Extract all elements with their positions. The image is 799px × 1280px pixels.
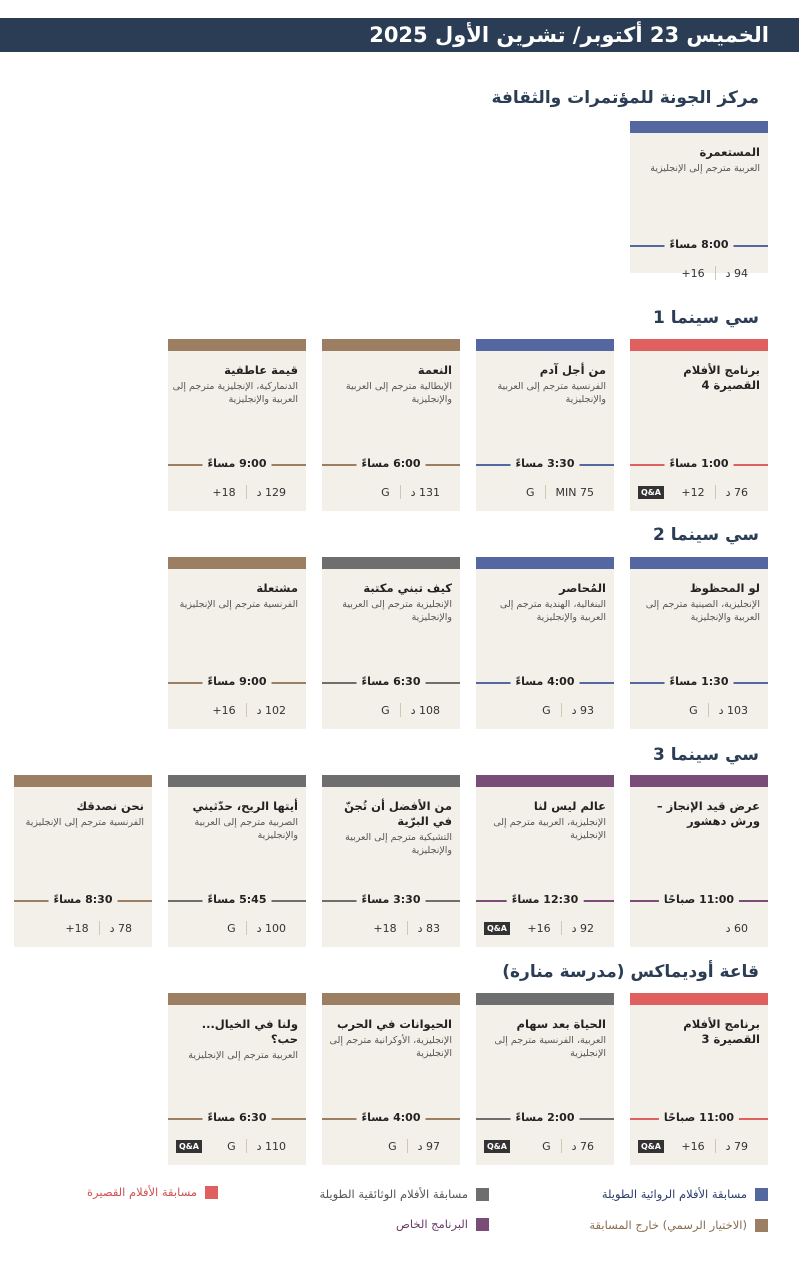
meta-item: 18+ [373, 921, 397, 935]
film-time: 9:00 مساءً [203, 457, 272, 470]
venue-title: سي سينما 1 [653, 308, 759, 328]
film-title: من أجل آدم [539, 363, 606, 377]
film-language: الإيطالية مترجم إلى العربية والإنجليزية [345, 381, 452, 405]
meta-item: 92 د [571, 921, 594, 935]
film-title: عالم ليس لنا [533, 799, 606, 813]
legend-swatch [476, 1188, 489, 1201]
film-meta [638, 701, 760, 719]
meta-divider [545, 485, 546, 499]
meta-divider [407, 1139, 408, 1153]
film-language: الإنجليزية، الصينية مترجم إلى العربية والإنجليزية [645, 599, 760, 623]
film-time: 8:00 مساءً [665, 238, 734, 251]
page-title: الخميس 23 أكتوبر/ تشرين الأول 2025 [369, 23, 769, 47]
legend-swatch [755, 1219, 768, 1232]
meta-item: 76 د [571, 1139, 594, 1153]
category-bar [168, 993, 306, 1005]
film-time: 1:00 مساءً [665, 457, 734, 470]
category-bar [322, 339, 460, 351]
venue-title: سي سينما 2 [653, 525, 759, 545]
film-time: 9:00 مساءً [203, 675, 272, 688]
film-card[interactable] [476, 557, 614, 729]
film-title: كيف تبني مكتبة [363, 581, 452, 595]
meta-item: G [227, 1139, 236, 1153]
film-title: أيتها الريح، حدّثيني [192, 799, 298, 813]
meta-divider [400, 703, 401, 717]
meta-item: 131 د [410, 485, 440, 499]
meta-item: 16+ [527, 921, 551, 935]
meta-item: G [542, 1139, 551, 1153]
category-bar [630, 121, 768, 133]
legend-swatch [476, 1218, 489, 1231]
film-card[interactable] [476, 775, 614, 947]
category-bar [322, 557, 460, 569]
legend-item [589, 1218, 768, 1232]
film-time: 1:30 مساءً [665, 675, 734, 688]
meta-item: 94 د [725, 266, 748, 280]
film-meta [638, 919, 760, 937]
film-title: لو المحظوظ [689, 581, 760, 595]
venue-title: سي سينما 3 [653, 745, 759, 765]
meta-divider [715, 1139, 716, 1153]
film-meta [330, 701, 452, 719]
film-meta [484, 701, 606, 719]
film-meta [484, 1137, 606, 1155]
legend-swatch [755, 1188, 768, 1201]
legend-item [319, 1187, 489, 1201]
meta-divider [246, 921, 247, 935]
meta-item: 60 د [725, 921, 748, 935]
film-card[interactable] [630, 993, 768, 1165]
legend-label: مسابقة الأفلام القصيرة [87, 1185, 197, 1199]
meta-item: 16+ [212, 703, 236, 717]
meta-item: 97 د [417, 1139, 440, 1153]
film-title: عرض قيد الإنجاز – ورش دهشور [656, 799, 760, 828]
meta-divider [246, 703, 247, 717]
film-card[interactable] [630, 121, 768, 280]
meta-divider [246, 485, 247, 499]
meta-item: 16+ [681, 1139, 705, 1153]
film-time: 2:00 مساءً [511, 1111, 580, 1124]
meta-item: 16+ [681, 266, 705, 280]
film-language: التشيكية مترجم إلى العربية والإنجليزية [345, 832, 452, 856]
film-language: الدنماركية، الإنجليزية مترجم إلى العربية والإنجليزية [172, 381, 298, 405]
film-meta [176, 1137, 298, 1155]
page-header [0, 18, 799, 52]
category-bar [322, 775, 460, 787]
film-card[interactable] [14, 775, 152, 947]
meta-divider [246, 1139, 247, 1153]
film-card[interactable] [168, 557, 306, 729]
meta-item: 100 د [256, 921, 286, 935]
film-time: 4:00 مساءً [357, 1111, 426, 1124]
meta-item: 93 د [571, 703, 594, 717]
meta-item: 103 د [718, 703, 748, 717]
film-language: العربية مترجم إلى الإنجليزية [650, 163, 760, 174]
category-bar [476, 339, 614, 351]
category-bar [476, 993, 614, 1005]
film-language: الصربية مترجم إلى العربية والإنجليزية [194, 817, 298, 841]
category-bar [14, 775, 152, 787]
category-bar [168, 775, 306, 787]
film-card[interactable] [630, 557, 768, 729]
film-meta [330, 483, 452, 501]
meta-item: 75 MIN [555, 485, 594, 499]
film-time: 6:30 مساءً [203, 1111, 272, 1124]
venue-title: مركز الجونة للمؤتمرات والثقافة [491, 88, 759, 108]
legend-item [87, 1185, 218, 1199]
film-time: 5:45 مساءً [203, 893, 272, 906]
category-bar [168, 557, 306, 569]
meta-divider [561, 703, 562, 717]
qa-badge: Q&A [638, 1140, 664, 1153]
film-title: قيمة عاطفية [224, 363, 298, 377]
film-language: العربية، الفرنسية مترجم إلى الإنجليزية [494, 1035, 606, 1059]
film-time: 8:30 مساءً [49, 893, 118, 906]
film-meta [176, 701, 298, 719]
film-card[interactable] [322, 557, 460, 729]
category-bar [168, 339, 306, 351]
film-language: البنغالية، الهندية مترجم إلى العربية والإنجليزية [499, 599, 606, 623]
film-time: 4:00 مساءً [511, 675, 580, 688]
legend-label: (الاختيار الرسمي) خارج المسابقة [589, 1218, 747, 1232]
film-language: العربية مترجم إلى الإنجليزية [188, 1050, 298, 1061]
qa-badge: Q&A [176, 1140, 202, 1153]
category-bar [476, 775, 614, 787]
meta-item: 18+ [212, 485, 236, 499]
film-meta [22, 919, 144, 937]
film-card[interactable] [630, 339, 768, 511]
film-title: برنامج الأفلام القصيرة 3 [683, 1017, 760, 1046]
film-card[interactable] [630, 775, 768, 947]
film-language: الفرنسية مترجم إلى الإنجليزية [179, 599, 298, 610]
meta-item: G [388, 1139, 397, 1153]
film-meta [330, 1137, 452, 1155]
film-card[interactable] [168, 993, 306, 1165]
meta-divider [715, 485, 716, 499]
film-card[interactable] [476, 339, 614, 511]
category-bar [630, 775, 768, 787]
category-bar [630, 993, 768, 1005]
meta-divider [407, 921, 408, 935]
meta-item: 102 د [256, 703, 286, 717]
film-title: نحن نصدقك [76, 799, 144, 813]
film-language: الفرنسية مترجم إلى العربية والإنجليزية [497, 381, 606, 405]
meta-item: 110 د [256, 1139, 286, 1153]
legend-label: مسابقة الأفلام الوثائقية الطويلة [319, 1187, 468, 1201]
film-title: مشتعلة [256, 581, 298, 595]
meta-divider [99, 921, 100, 935]
legend-label: مسابقة الأفلام الروائية الطويلة [601, 1187, 747, 1201]
film-meta [638, 264, 760, 282]
meta-item: G [526, 485, 535, 499]
film-title: برنامج الأفلام القصيرة 4 [683, 363, 760, 392]
film-meta [484, 483, 606, 501]
meta-item: G [381, 485, 390, 499]
qa-badge: Q&A [484, 1140, 510, 1153]
venue-title: قاعة أوديماكس (مدرسة منارة) [502, 962, 759, 982]
film-language: الإنجليزية مترجم إلى العربية والإنجليزية [342, 599, 452, 623]
film-card[interactable] [168, 339, 306, 511]
film-title: من الأفضل أن تُجنّ في البرّية [344, 799, 452, 828]
meta-item: 12+ [681, 485, 705, 499]
meta-item: G [227, 921, 236, 935]
film-title: المُحاصر [559, 581, 606, 595]
category-bar [322, 993, 460, 1005]
film-time: 11:00 صباحًا [659, 1111, 739, 1124]
film-title: النعمة [417, 363, 452, 377]
legend-swatch [205, 1186, 218, 1199]
meta-item: 129 د [256, 485, 286, 499]
film-title: الحيوانات في الحرب [336, 1017, 452, 1031]
meta-item: 108 د [410, 703, 440, 717]
film-title: ولنا في الخيال... حب؟ [201, 1017, 298, 1046]
film-meta [176, 483, 298, 501]
qa-badge: Q&A [638, 486, 664, 499]
film-time: 6:00 مساءً [357, 457, 426, 470]
category-bar [476, 557, 614, 569]
meta-item: G [542, 703, 551, 717]
film-card[interactable] [168, 775, 306, 947]
category-bar [630, 339, 768, 351]
film-language: الإنجليزية، العربية مترجم إلى الإنجليزية [493, 817, 606, 841]
film-meta [484, 919, 606, 937]
film-time: 6:30 مساءً [357, 675, 426, 688]
meta-divider [715, 266, 716, 280]
category-bar [630, 557, 768, 569]
film-card[interactable] [322, 775, 460, 947]
meta-divider [400, 485, 401, 499]
meta-divider [561, 921, 562, 935]
meta-item: 18+ [65, 921, 89, 935]
film-time: 3:30 مساءً [511, 457, 580, 470]
film-title: الحياة بعد سهام [516, 1017, 606, 1031]
meta-divider [561, 1139, 562, 1153]
legend-item [396, 1217, 489, 1231]
film-meta [638, 1137, 760, 1155]
film-card[interactable] [476, 993, 614, 1165]
legend-item [602, 1187, 768, 1201]
film-card[interactable] [322, 339, 460, 511]
film-card[interactable] [322, 993, 460, 1165]
meta-item: 76 د [725, 485, 748, 499]
meta-item: 83 د [417, 921, 440, 935]
film-time: 12:30 مساءً [507, 893, 584, 906]
qa-badge: Q&A [484, 922, 510, 935]
film-language: الإنجليزية، الأوكرانية مترجم إلى الإنجليزية [329, 1035, 452, 1059]
film-language: الفرنسية مترجم إلى الإنجليزية [25, 817, 144, 828]
meta-item: 78 د [109, 921, 132, 935]
meta-item: G [381, 703, 390, 717]
film-title: المستعمرة [699, 145, 760, 159]
meta-item: 79 د [725, 1139, 748, 1153]
film-meta [638, 483, 760, 501]
film-meta [176, 919, 298, 937]
meta-item: G [689, 703, 698, 717]
meta-divider [708, 703, 709, 717]
film-time: 3:30 مساءً [357, 893, 426, 906]
legend-label: البرنامج الخاص [396, 1217, 468, 1231]
film-time: 11:00 صباحًا [659, 893, 739, 906]
film-meta [330, 919, 452, 937]
